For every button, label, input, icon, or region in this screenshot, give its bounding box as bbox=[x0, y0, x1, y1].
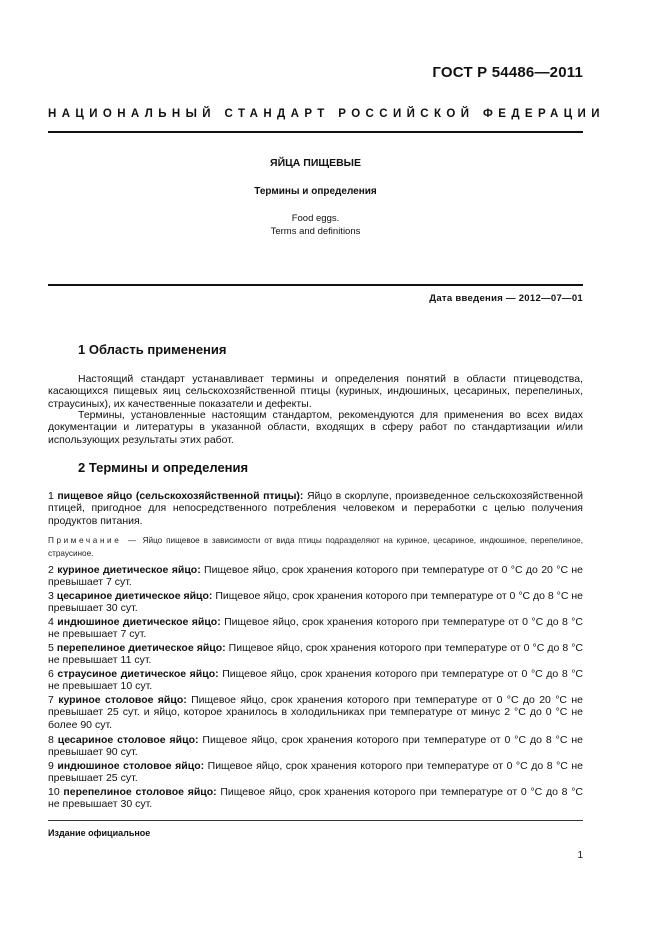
term-entry: 4 индюшиное диетическое яйцо: Пищевое яйцо, срок хранения которого при температуре от 0 °С до 8 °С не превышает 7 сут. bbox=[48, 616, 584, 641]
term-entry: 7 куриное столовое яйцо: Пищевое яйцо, срок хранения которого при температуре от 0 °С до 20 °С не превышает 25 сут. и яйцо, которое хранилось в холодильниках при температуре от минус 2 °С до 0 °С не более 90 сут. bbox=[48, 694, 583, 731]
term-entry: 5 перепелиное диетическое яйцо: Пищевое яйцо, срок хранения которого при температуре от 0 °С до 8 °С не превышает 11 сут. bbox=[48, 642, 583, 667]
section-1-heading: 1 Область применения bbox=[78, 342, 227, 357]
term-entry: 9 индюшиное столовое яйцо: Пищевое яйцо, срок хранения которого при температуре от 0 °С до 8 °С не превышает 25 сут. bbox=[48, 760, 584, 785]
term-entry: 1 пищевое яйцо (сельскохозяйственной птицы): Яйцо в скорлупе, произведенное сельскохозяйственной птицей, пригодное для непосредственного потребления человеком и переработки с целью получения продуктов питания. bbox=[48, 490, 584, 527]
section-2-heading: 2 Термины и определения bbox=[78, 460, 249, 475]
title-divider bbox=[48, 284, 583, 286]
term-entry: 6 страусиное диетическое яйцо: Пищевое яйцо, срок хранения которого при температуре от 0 °С до 8 °С не превышает 10 сут. bbox=[48, 668, 584, 693]
term-entry: 10 перепелиное столовое яйцо: Пищевое яйцо, срок хранения которого при температуре от 0 °С до 8 °С не превышает 30 сут. bbox=[48, 786, 583, 811]
footer-divider bbox=[48, 820, 583, 821]
term-entry: 2 куриное диетическое яйцо: Пищевое яйцо, срок хранения которого при температуре от 0 °С до 20 °С не превышает 7 сут. bbox=[48, 564, 584, 589]
section-1-paragraph-2: Термины, установленные настоящим стандартом, рекомендуются для применения во всех видах документации и литературы в указанной области, входящих в сферу работ по стандартизации и/или использующих результаты этих работ. bbox=[48, 409, 583, 446]
page-number: 1 bbox=[577, 850, 583, 861]
term-note: Примечание — Яйцо пищевое в зависимости от вида птицы подразделяют на куриное, цесариное, индюшиное, перепелиное, страусиное. bbox=[48, 536, 583, 558]
edition-label: Издание официальное bbox=[48, 828, 151, 838]
document-code: ГОСТ Р 54486—2011 bbox=[432, 64, 583, 81]
section-1-paragraph-1: Настоящий стандарт устанавливает термины и определения понятий в области птицеводства, касающихся пищевых яиц сельскохозяйственной птицы (куриных, индюшиных, цесариных, перепелиных, страусиных), их качественные показатели и дефекты. bbox=[48, 373, 583, 410]
term-entry: 8 цесариное столовое яйцо: Пищевое яйцо, срок хранения которого при температуре от 0 °С до 8 °С не превышает 90 сут. bbox=[48, 734, 583, 759]
top-divider bbox=[48, 131, 583, 133]
english-title-line1: Food eggs. bbox=[291, 213, 340, 224]
document-subtitle: Термины и определения bbox=[254, 186, 377, 197]
document-title: ЯЙЦА ПИЩЕВЫЕ bbox=[270, 157, 361, 169]
introduction-date: Дата введения — 2012—07—01 bbox=[429, 293, 583, 304]
english-title-line2: Terms and definitions bbox=[270, 226, 361, 237]
standard-type-banner: НАЦИОНАЛЬНЫЙ СТАНДАРТ РОССИЙСКОЙ ФЕДЕРАЦИИ bbox=[48, 108, 605, 120]
term-entry: 3 цесариное диетическое яйцо: Пищевое яйцо, срок хранения которого при температуре от 0 °С до 8 °С не превышает 30 сут. bbox=[48, 590, 584, 615]
